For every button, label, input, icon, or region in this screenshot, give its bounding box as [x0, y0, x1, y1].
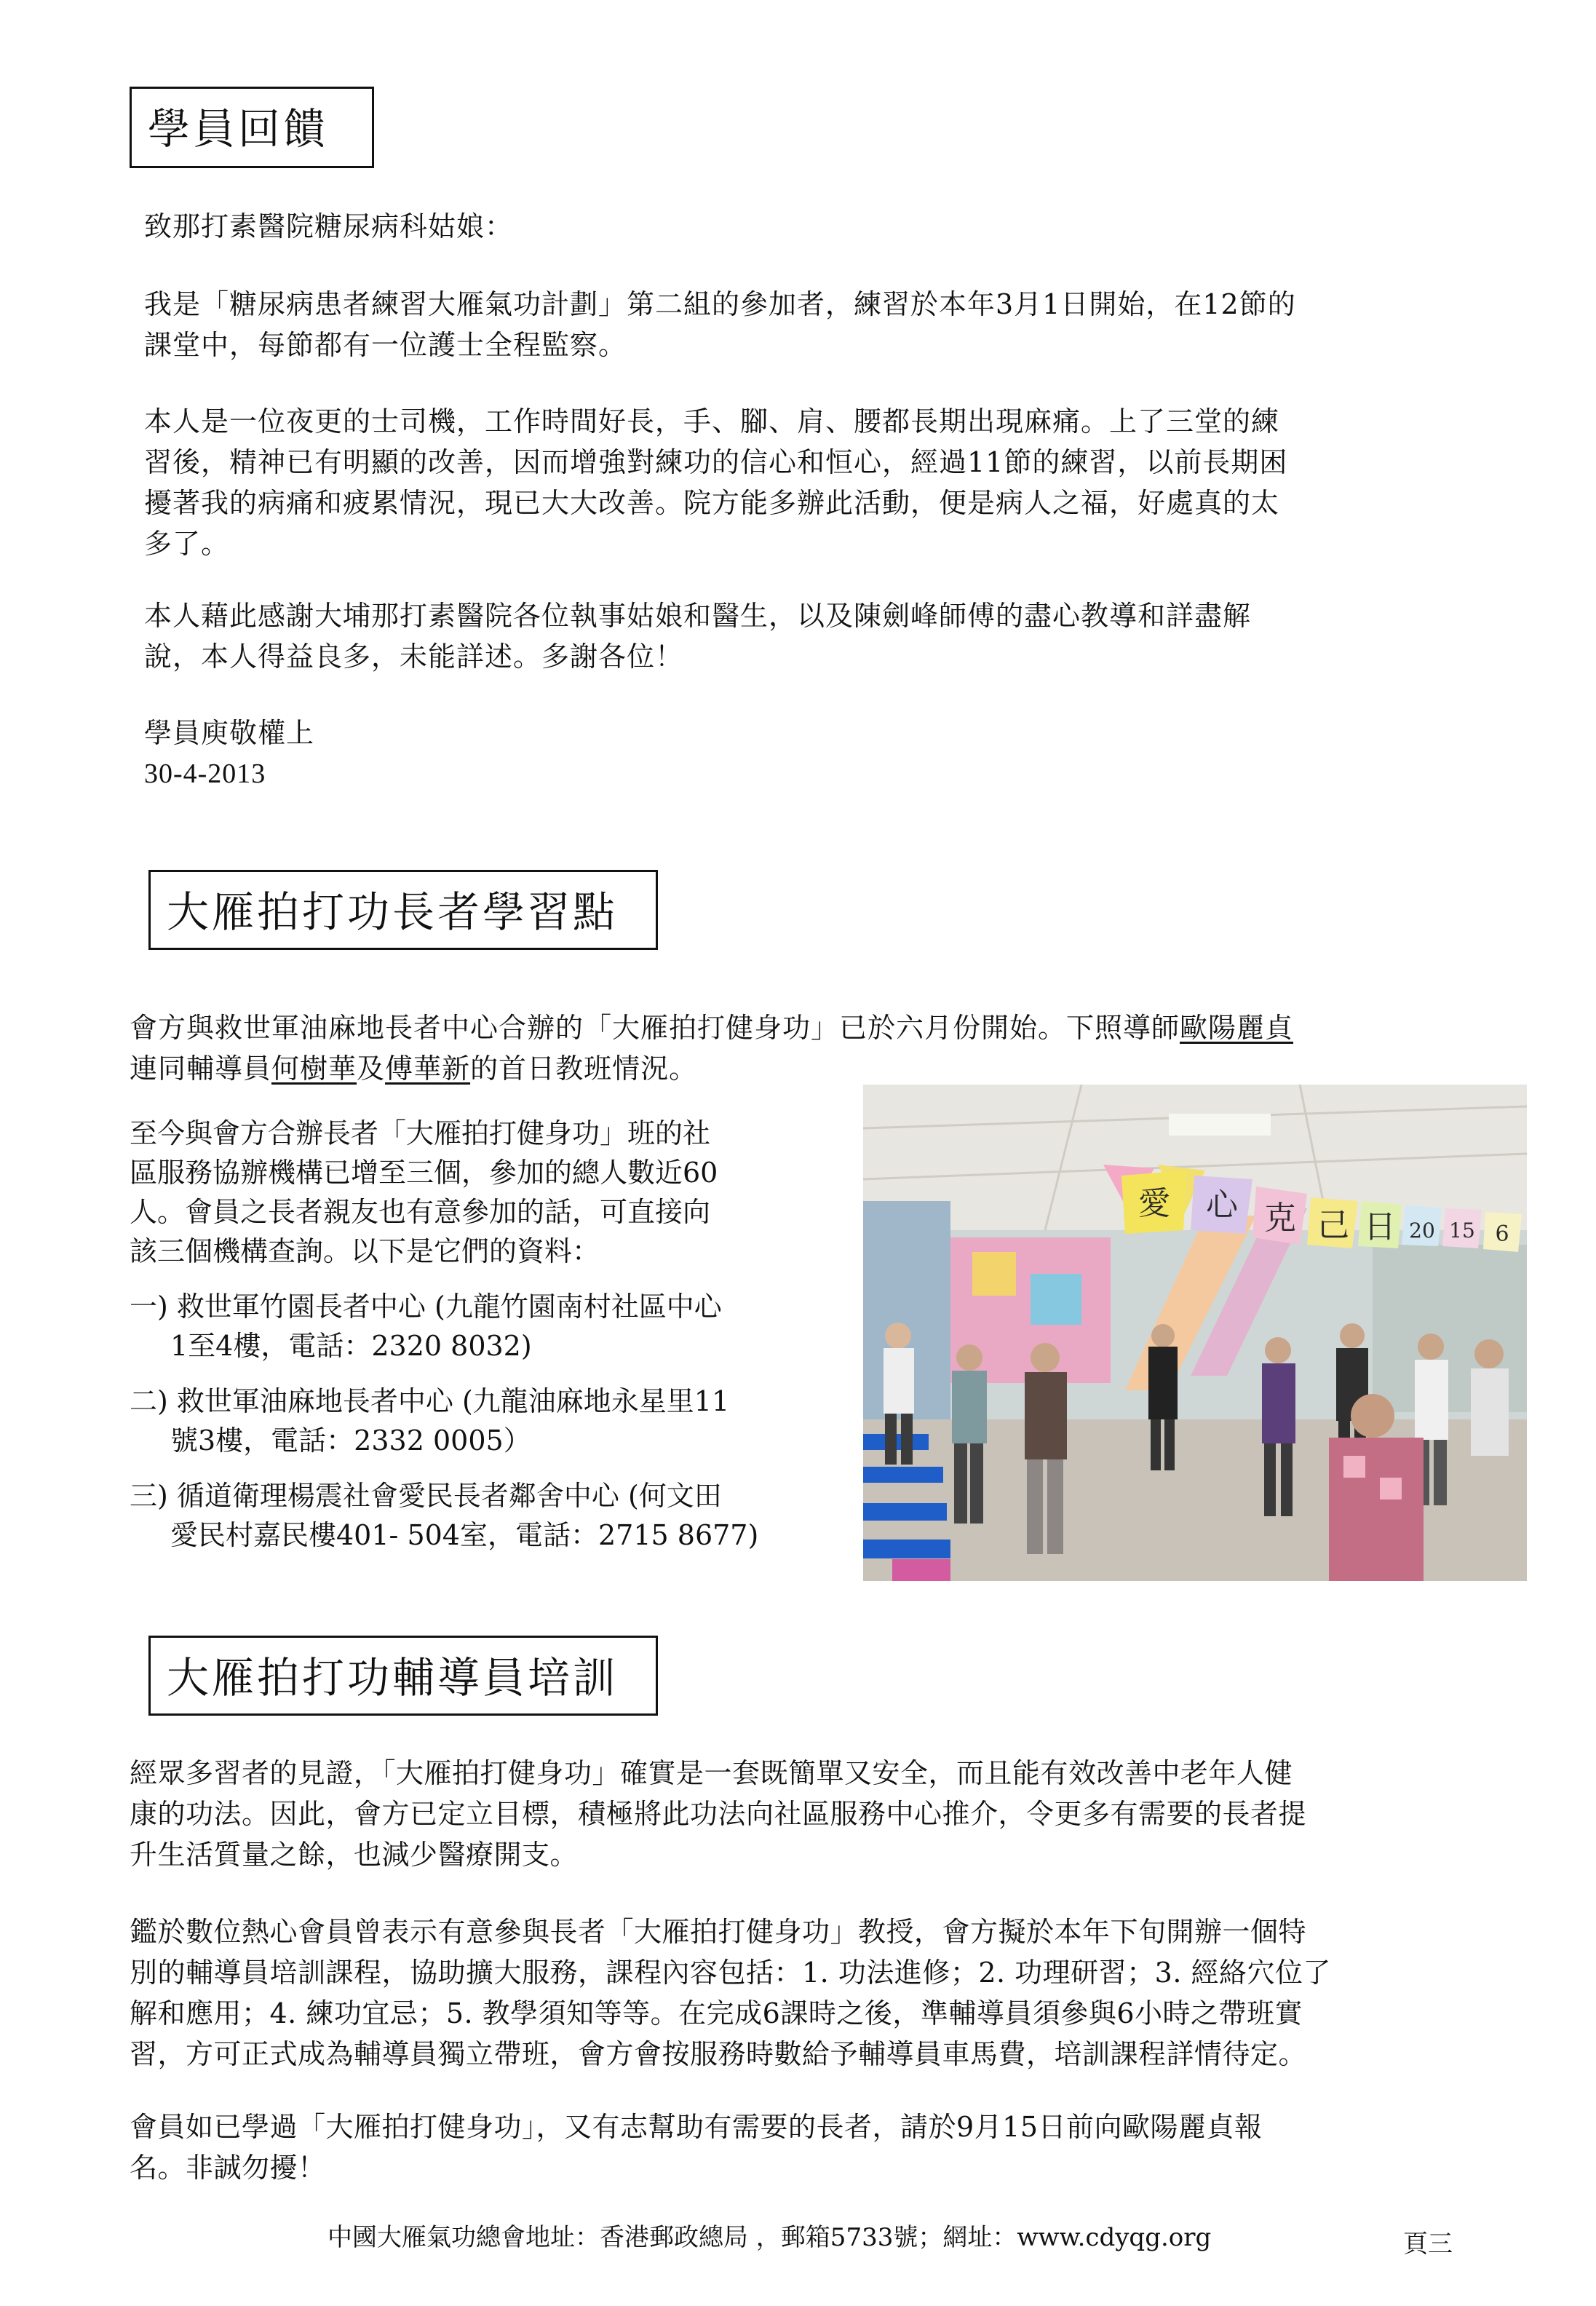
section-title-trainer-text: 大雁拍打功輔導員培訓: [167, 1653, 619, 1703]
banner-char-6: 20: [1409, 1219, 1435, 1243]
section-title-feedback-text: 學員回饋: [148, 104, 329, 154]
banner-char-7: 15: [1449, 1219, 1475, 1243]
elderly-body: 至今與會方合辦長者「大雁拍打健身功」班的社 區服務協辦機構已增至三個，參加的總人數近60 人。會員之長者親友也有意參加的話，可直接向 該三個機構查詢。以下是它們的資料：: [130, 1117, 718, 1267]
feedback-paragraph-2: 本人是一位夜更的士司機，工作時間好長，手、腳、肩、腰都長期出現麻痛。上了三堂的練 習後，精神已有明顯的改善，因而增強對練功的信心和恒心，經過11節的練習，以前長期困 擾著我的病痛和疲累情況，現已大大改善。院方能多辦此活動，便是病人之福，好處真的太 多了。: [144, 405, 1288, 560]
feedback-salutation: 致那打素醫院糖尿病科姑娘：: [144, 210, 514, 242]
banner-char-2: 心: [1206, 1186, 1238, 1224]
feedback-date: 30-4-2013: [144, 758, 266, 789]
feedback-signature-block: [144, 713, 314, 794]
instructor-name: 歐陽麗貞: [1180, 1012, 1294, 1044]
banner-char-5: 日: [1364, 1208, 1396, 1245]
footer-address: 中國大雁氣功總會地址：香港郵政總局 ，郵箱5733號；網址：www.cdyqg.org: [327, 2223, 1212, 2252]
elderly-intro: 會方與救世軍油麻地長者中心合辦的「大雁拍打健身功」已於六月份開始。下照導師歐陽麗貞 連同輔導員何樹華及傅華新的首日教班情況。: [130, 1012, 1294, 1085]
class-photo: [863, 1085, 1527, 1581]
trainer-paragraph-1: 經眾多習者的見證，「大雁拍打健身功」確實是一套既簡單又安全，而且能有效改善中老年人健 康的功法。因此，會方已定立目標，積極將此功法向社區服務中心推介，令更多有需要的長者提 升生活質量之餘，也減少醫療開支。: [130, 1757, 1307, 1871]
section-title-trainer: [148, 1636, 658, 1716]
feedback-paragraph-1: 我是「糖尿病患者練習大雁氣功計劃」第二組的參加者，練習於本年3月1日開始，在12節的 課堂中，每節都有一位護士全程監察。: [144, 288, 1296, 361]
center-item-2: 二) 救世軍油麻地長者中心 (九龍油麻地永星里11 號3樓，電話：2332 0005）: [130, 1385, 730, 1457]
trainer-paragraph-2: 鑑於數位熱心會員曾表示有意參與長者「大雁拍打健身功」教授，會方擬於本年下旬開辦一個特 別的輔導員培訓課程，協助擴大服務，課程內容包括：1. 功法進修；2. 功理研習；3. 經絡穴位了 解和應用；4. 練功宜忌；5. 教學須知等等。在完成6課時之後，準輔導員須參與6小時之帶班實 習，方可正式成為輔導員獨立帶班，會方會按服務時數給予輔導員車馬費，培訓課程詳情待定。: [130, 1916, 1332, 2070]
trainer-paragraph-3: 會員如已學過「大雁拍打健身功」，又有志幫助有需要的長者，請於9月15日前向歐陽麗貞報 名。非誠勿擾！: [130, 2111, 1263, 2184]
assistant-name-2: 傅華新: [385, 1053, 471, 1085]
assistant-name-1: 何樹華: [271, 1053, 357, 1085]
banner-char-8: 6: [1495, 1221, 1509, 1247]
center-item-1: 一) 救世軍竹園長者中心 (九龍竹園南村社區中心 1至4樓，電話：2320 8032): [130, 1291, 722, 1362]
banner-char-1: 愛: [1138, 1185, 1170, 1222]
page-number: 頁三: [1403, 2230, 1453, 2259]
feedback-signature: 學員庾敬權上: [144, 717, 315, 749]
center-item-3: 三) 循道衛理楊震社會愛民長者鄰舍中心 (何文田 愛民村嘉民樓401- 504室，電話：2715 8677): [130, 1480, 759, 1551]
feedback-paragraph-3: 本人藉此感謝大埔那打素醫院各位執事姑娘和醫生，以及陳劍峰師傅的盡心教導和詳盡解 說，本人得益良多，未能詳述。多謝各位！: [144, 600, 1252, 673]
section-title-elderly: [148, 870, 658, 950]
banner-char-3: 克: [1264, 1200, 1296, 1237]
section-title-elderly-text: 大雁拍打功長者學習點: [167, 887, 619, 937]
section-title-feedback: [130, 87, 374, 168]
banner-char-4: 己: [1317, 1207, 1349, 1244]
